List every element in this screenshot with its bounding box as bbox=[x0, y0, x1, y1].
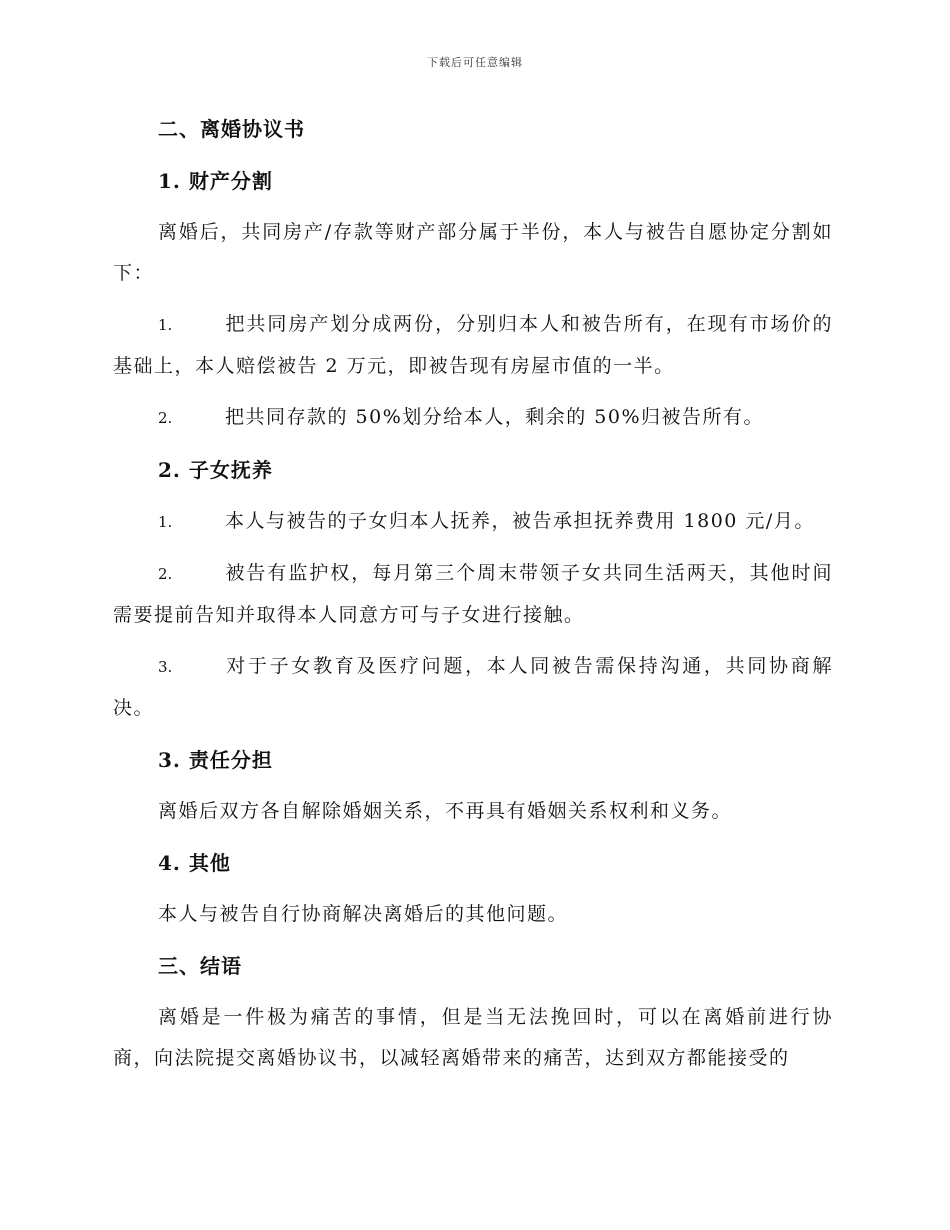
item-text: 本人与被告的子女归本人抚养，被告承担抚养费用 1800 元/月。 bbox=[225, 510, 815, 532]
property-item-2 bbox=[113, 397, 833, 439]
item-number: 1. bbox=[158, 513, 173, 531]
item-text: 对于子女教育及医疗问题，本人同被告需保持沟通，共同协商解决。 bbox=[113, 655, 833, 719]
subheading-liability: 3. 责任分担 bbox=[158, 748, 273, 772]
property-intro-paragraph: 离婚后，共同房产/存款等财产部分属于半份，本人与被告自愿协定分割如下： bbox=[113, 221, 833, 284]
item-number: 3. bbox=[158, 658, 173, 676]
item-number: 2. bbox=[158, 565, 173, 583]
item-text: 把共同存款的 50%划分给本人，剩余的 50%归被告所有。 bbox=[225, 406, 765, 428]
item-text: 被告有监护权，每月第三个周末带领子女共同生活两天，其他时间需要提前告知并取得本人同意方可与子女进行接触。 bbox=[113, 562, 833, 626]
property-item-1 bbox=[113, 304, 833, 387]
item-text: 把共同房产划分成两份，分别归本人和被告所有，在现有市场价的基础上，本人赔偿被告 2 万元，即被告现有房屋市值的一半。 bbox=[113, 313, 833, 377]
other-paragraph: 本人与被告自行协商解决离婚后的其他问题。 bbox=[158, 903, 569, 925]
children-item-3 bbox=[113, 646, 833, 729]
section-heading-agreement: 二、离婚协议书 bbox=[158, 117, 305, 141]
item-number: 1. bbox=[158, 316, 173, 334]
subheading-other: 4. 其他 bbox=[158, 851, 231, 875]
children-item-2 bbox=[113, 553, 833, 636]
conclusion-paragraph: 离婚是一件极为痛苦的事情，但是当无法挽回时，可以在离婚前进行协商，向法院提交离婚协议书，以减轻离婚带来的痛苦，达到双方都能接受的 bbox=[113, 1006, 833, 1069]
section-heading-conclusion: 三、结语 bbox=[158, 954, 242, 978]
header-note: 下载后可任意编辑 bbox=[427, 56, 523, 69]
document-body bbox=[113, 108, 833, 1089]
children-item-1 bbox=[113, 501, 833, 543]
subheading-property: 1. 财产分割 bbox=[158, 169, 273, 193]
subheading-children: 2. 子女抚养 bbox=[158, 458, 273, 482]
liability-paragraph: 离婚后双方各自解除婚姻关系，不再具有婚姻关系权利和义务。 bbox=[158, 800, 733, 822]
item-number: 2. bbox=[158, 409, 173, 427]
